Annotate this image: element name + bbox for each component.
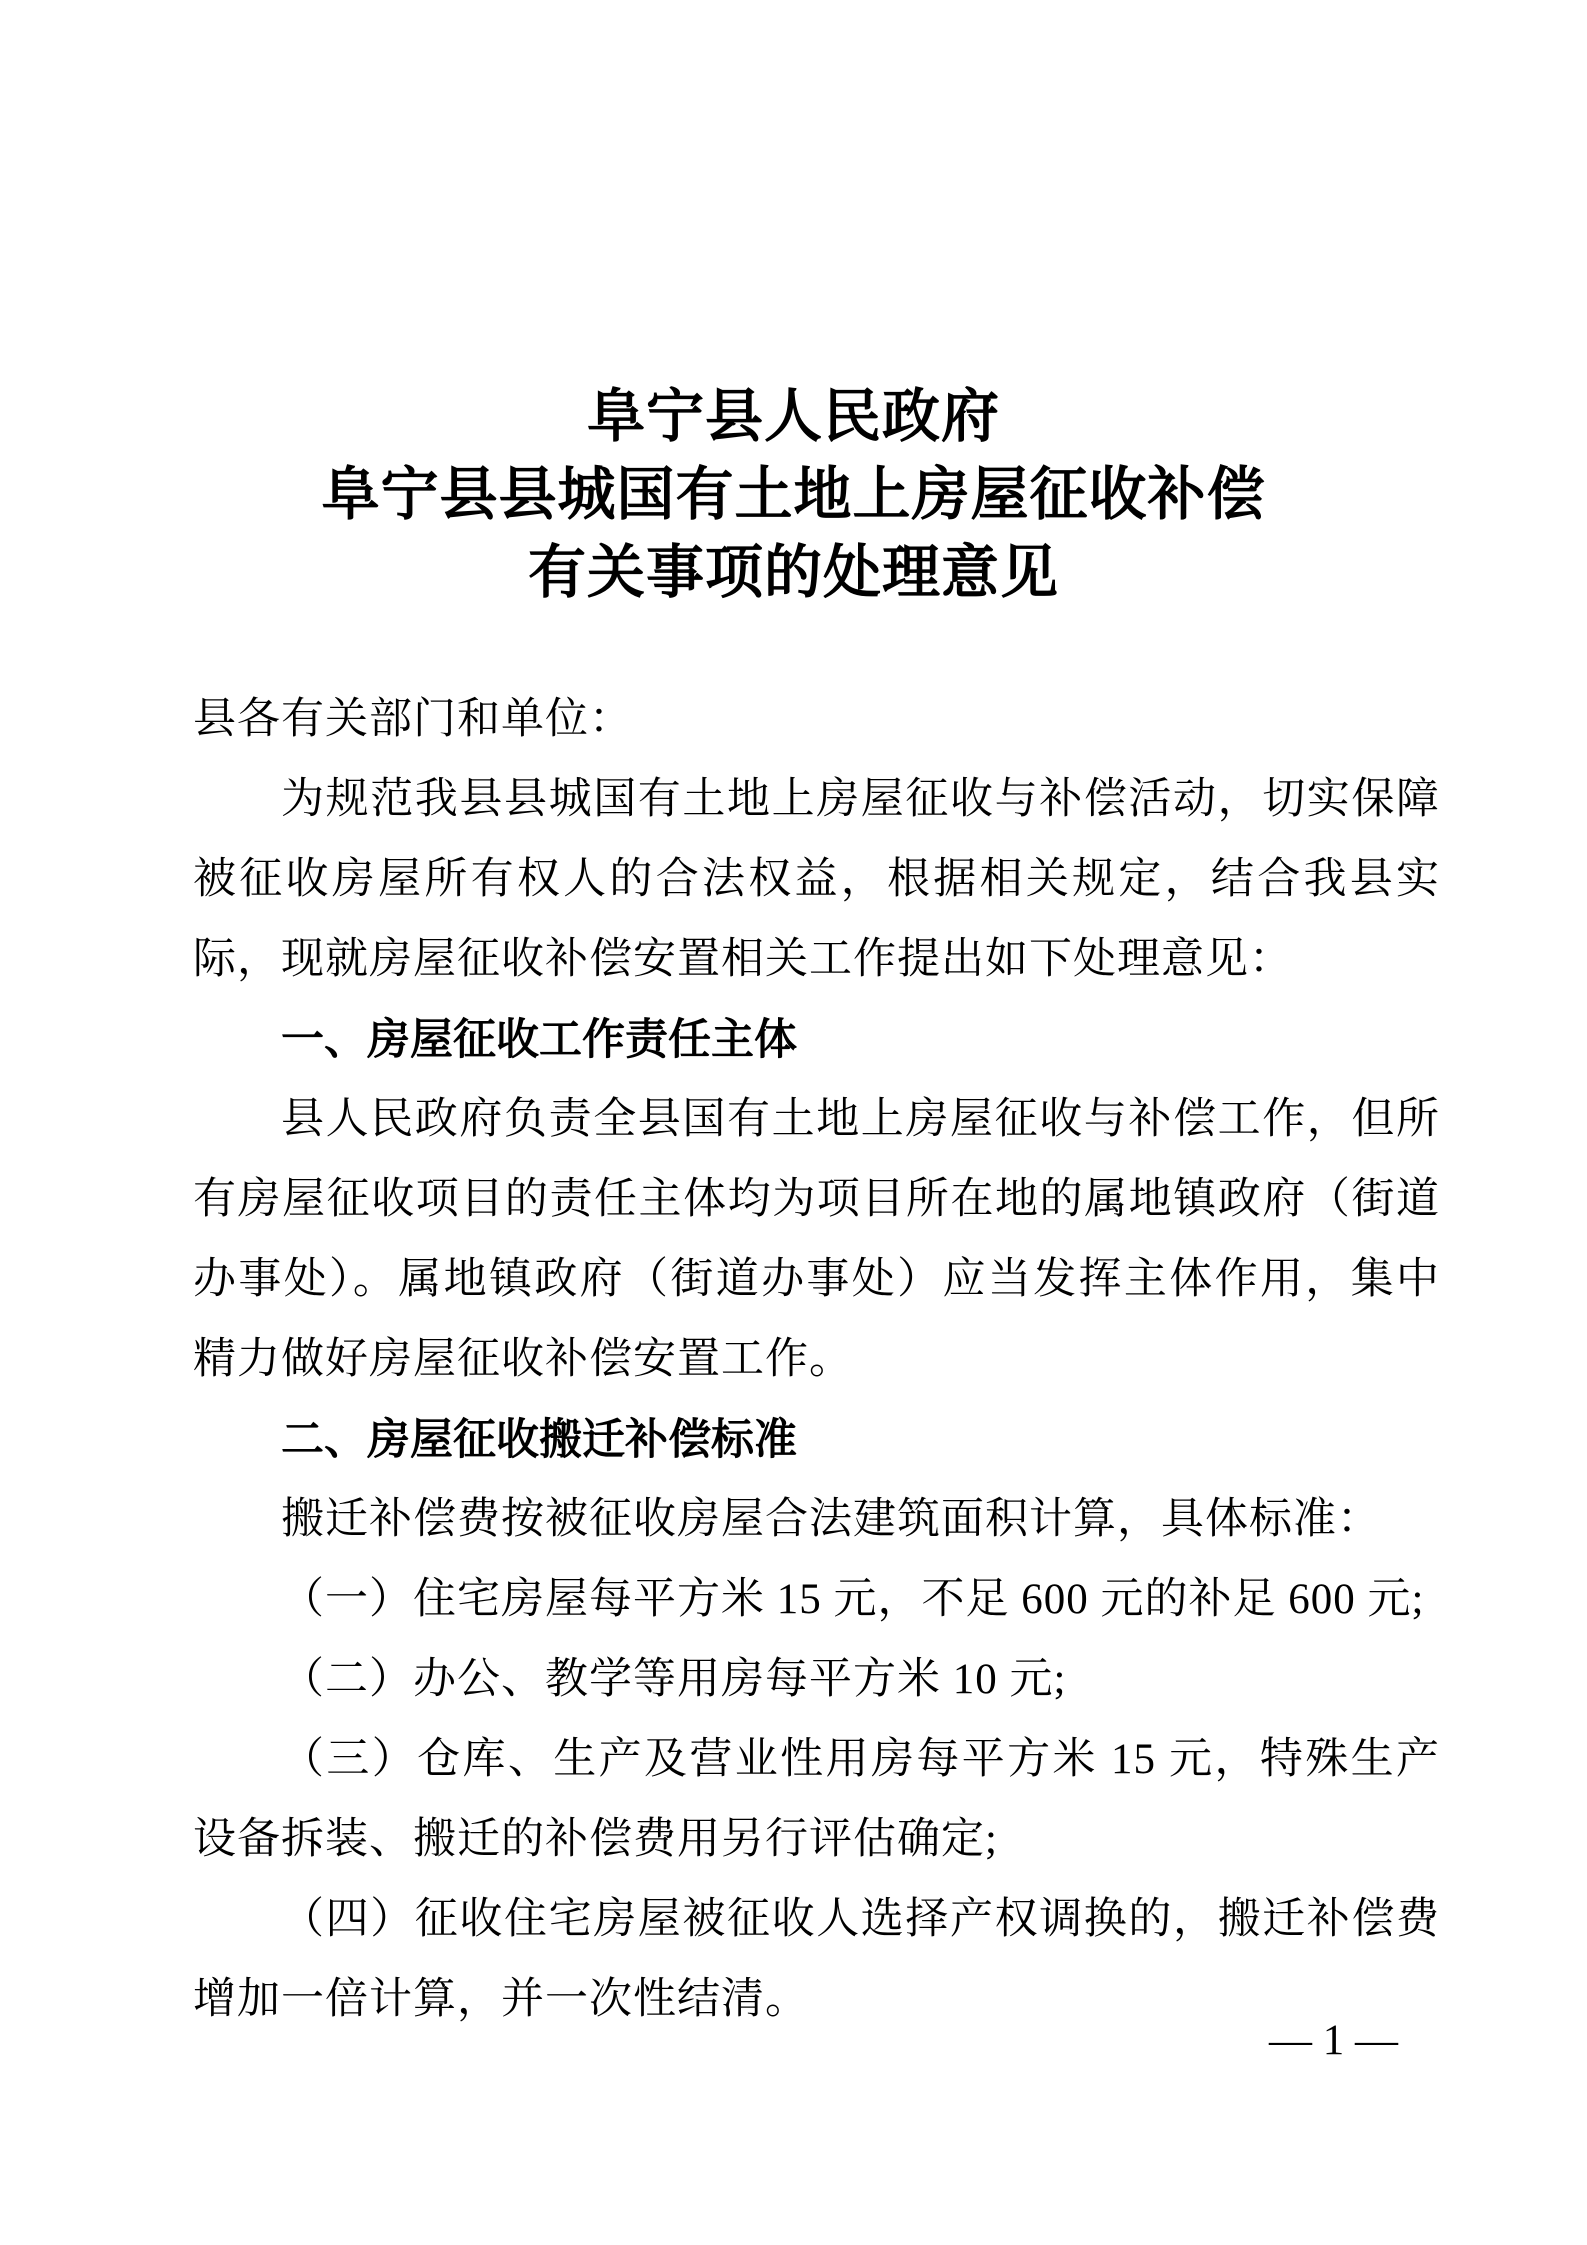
salutation: 县各有关部门和单位：: [193, 696, 633, 743]
document-body: [193, 680, 1440, 2040]
compensation-item-2: （二）办公、教学等用房每平方米 10 元;: [281, 1656, 1067, 1703]
title-line-1: 阜宁县人民政府: [586, 384, 1000, 449]
compensation-item-3: （三）仓库、生产及营业性用房每平方米 15 元，特殊生产设备拆装、搬迁的补偿费用另行评估确定;: [193, 1736, 1440, 1863]
page-number: — 1 —: [1269, 2017, 1398, 2064]
section-2-heading: 二、房屋征收搬迁补偿标准: [281, 1416, 797, 1464]
compensation-item-1: （一）住宅房屋每平方米 15 元，不足 600 元的补足 600 元;: [281, 1576, 1425, 1623]
section-1-body: 县人民政府负责全县国有土地上房屋征收与补偿工作，但所有房屋征收项目的责任主体均为项目所在地的属地镇政府（街道办事处）。属地镇政府（街道办事处）应当发挥主体作用，集中精力做好房屋征收补偿安置工作。: [193, 1096, 1440, 1383]
document-title: [0, 378, 1587, 612]
compensation-item-4: （四）征收住宅房屋被征收人选择产权调换的，搬迁补偿费增加一倍计算，并一次性结清。: [193, 1896, 1440, 2023]
title-line-2: 阜宁县县城国有土地上房屋征收补偿: [321, 462, 1266, 527]
intro-paragraph: 为规范我县县城国有土地上房屋征收与补偿活动，切实保障被征收房屋所有权人的合法权益，根据相关规定，结合我县实际，现就房屋征收补偿安置相关工作提出如下处理意见：: [193, 776, 1440, 983]
title-line-3: 有关事项的处理意见: [527, 540, 1059, 605]
section-1-heading: 一、房屋征收工作责任主体: [281, 1016, 797, 1064]
section-2-intro: 搬迁补偿费按被征收房屋合法建筑面积计算，具体标准：: [281, 1496, 1381, 1543]
